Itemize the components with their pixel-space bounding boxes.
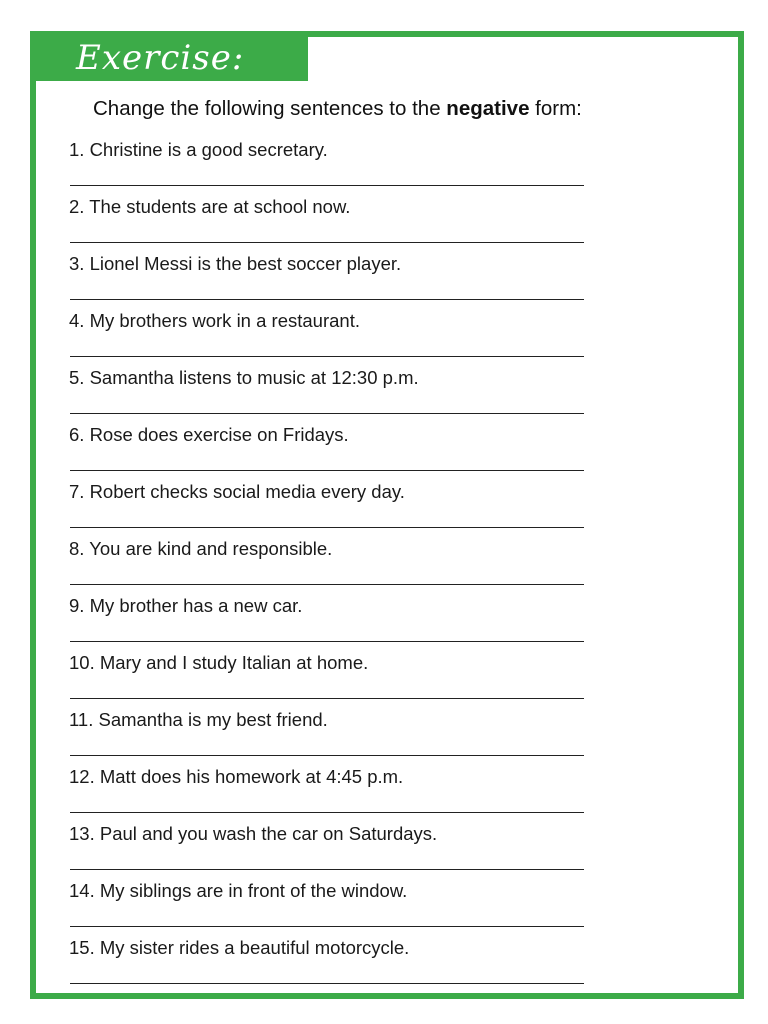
- exercise-sentence: 7. Robert checks social media every day.: [69, 481, 405, 502]
- answer-line[interactable]: [70, 299, 584, 300]
- answer-line[interactable]: [70, 413, 584, 414]
- answer-line[interactable]: [70, 242, 584, 243]
- answer-line[interactable]: [70, 584, 584, 585]
- exercise-sentence: 15. My sister rides a beautiful motorcycle.: [69, 937, 410, 958]
- exercise-sentence: 14. My siblings are in front of the window.: [69, 880, 408, 901]
- answer-line[interactable]: [70, 470, 584, 471]
- exercise-sentence: 10. Mary and I study Italian at home.: [69, 652, 369, 673]
- exercise-sentence: 1. Christine is a good secretary.: [69, 139, 328, 160]
- page-title: Exercise:: [76, 38, 245, 78]
- instruction-before: Change the following sentences to the: [93, 97, 447, 120]
- exercise-sentence: 4. My brothers work in a restaurant.: [69, 310, 360, 331]
- answer-line[interactable]: [70, 356, 584, 357]
- exercise-sentence: 3. Lionel Messi is the best soccer player.: [69, 253, 402, 274]
- exercise-sentence: 13. Paul and you wash the car on Saturdays.: [69, 823, 438, 844]
- answer-line[interactable]: [70, 983, 584, 984]
- exercise-sentence: 6. Rose does exercise on Fridays.: [69, 424, 349, 445]
- instruction-emphasis: negative: [446, 97, 530, 120]
- title-banner: [36, 37, 308, 81]
- answer-line[interactable]: [70, 641, 584, 642]
- exercise-sentence: 5. Samantha listens to music at 12:30 p.m.: [69, 367, 419, 388]
- answer-line[interactable]: [70, 527, 584, 528]
- answer-line[interactable]: [70, 698, 584, 699]
- instruction-after: form:: [529, 97, 582, 120]
- answer-line[interactable]: [70, 185, 584, 186]
- exercise-sentence: 8. You are kind and responsible.: [69, 538, 333, 559]
- exercise-sentence: 12. Matt does his homework at 4:45 p.m.: [69, 766, 404, 787]
- exercise-sentence: 11. Samantha is my best friend.: [69, 709, 328, 730]
- exercise-sentence: 2. The students are at school now.: [69, 196, 351, 217]
- answer-line[interactable]: [70, 926, 584, 927]
- exercise-sentence: 9. My brother has a new car.: [69, 595, 303, 616]
- answer-line[interactable]: [70, 812, 584, 813]
- instruction-text: [93, 95, 582, 123]
- answer-line[interactable]: [70, 869, 584, 870]
- answer-line[interactable]: [70, 755, 584, 756]
- worksheet-frame: [30, 31, 744, 999]
